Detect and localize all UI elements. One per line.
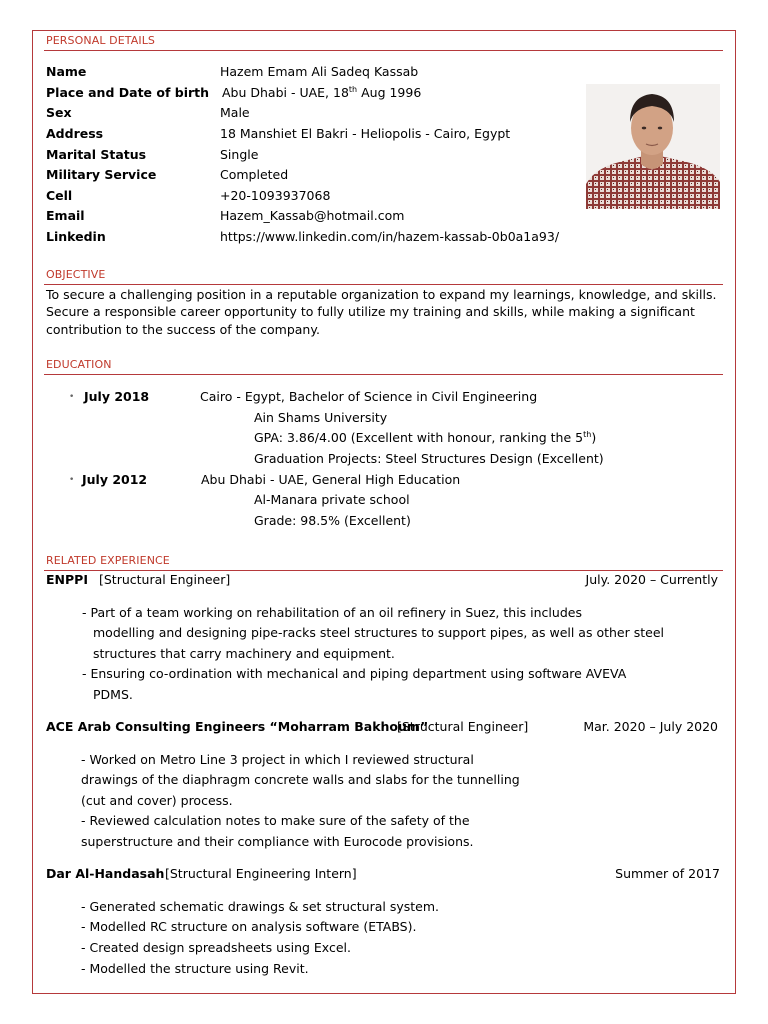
- job-role: [Structural Engineer]: [397, 719, 529, 734]
- education-headline: Cairo - Egypt, Bachelor of Science in Civil Engineering: [200, 389, 538, 404]
- label-address: Address: [46, 126, 104, 141]
- job-period: Mar. 2020 – July 2020: [583, 719, 718, 734]
- job-role: [Structural Engineering Intern]: [165, 866, 357, 881]
- job-detail-line: superstructure and their compliance with Eurocode provisions.: [81, 834, 474, 849]
- job-period: July. 2020 – Currently: [585, 572, 718, 587]
- education-institution: Al-Manara private school: [254, 492, 410, 507]
- value-address: 18 Manshiet El Bakri - Heliopolis - Cairo, Egypt: [220, 126, 511, 141]
- section-rule: [44, 50, 723, 51]
- value-name: Hazem Emam Ali Sadeq Kassab: [220, 64, 419, 79]
- value-cell: +20-1093937068: [220, 188, 331, 203]
- label-military-service: Military Service: [46, 167, 157, 182]
- section-title-experience: RELATED EXPERIENCE: [46, 554, 170, 567]
- label-linkedin: Linkedin: [46, 229, 106, 244]
- education-date: July 2012: [82, 472, 148, 487]
- value-military-service: Completed: [220, 167, 289, 182]
- job-detail-line: - Created design spreadsheets using Excel.: [81, 940, 351, 955]
- education-grade: Grade: 98.5% (Excellent): [254, 513, 411, 528]
- value-email[interactable]: Hazem_Kassab@hotmail.com: [220, 208, 405, 223]
- bullet-dot: •: [69, 475, 75, 485]
- job-detail-line: drawings of the diaphragm concrete walls and slabs for the tunnelling: [81, 772, 520, 787]
- section-title-education: EDUCATION: [46, 358, 112, 371]
- section-title-objective: OBJECTIVE: [46, 268, 106, 281]
- objective-line: To secure a challenging position in a reputable organization to expand my learnings, knowledge, and skills.: [46, 287, 717, 302]
- label-marital-status: Marital Status: [46, 147, 147, 162]
- job-detail-line: (cut and cover) process.: [81, 793, 233, 808]
- education-institution: Ain Shams University: [254, 410, 388, 425]
- section-title-personal-details: PERSONAL DETAILS: [46, 34, 156, 47]
- section-rule: [44, 374, 723, 375]
- bullet-dot: •: [69, 392, 75, 402]
- job-detail-line: modelling and designing pipe-racks steel structures to support pipes, as well as other steel: [93, 625, 664, 640]
- job-detail-line: - Worked on Metro Line 3 project in which I reviewed structural: [81, 752, 474, 767]
- profile-photo: [586, 84, 720, 209]
- label-sex: Sex: [46, 105, 72, 120]
- job-role: [Structural Engineer]: [99, 572, 231, 587]
- objective-line: Secure a responsible career opportunity to fully utilize my training and skills, while making a significant: [46, 304, 695, 319]
- value-marital-status: Single: [220, 147, 259, 162]
- label-cell: Cell: [46, 188, 73, 203]
- job-detail-line: - Modelled the structure using Revit.: [81, 961, 309, 976]
- value-sex: Male: [220, 105, 250, 120]
- education-headline: Abu Dhabi - UAE, General High Education: [201, 472, 461, 487]
- section-rule: [44, 284, 723, 285]
- job-detail-line: - Part of a team working on rehabilitation of an oil refinery in Suez, this includes: [82, 605, 582, 620]
- education-date: July 2018: [84, 389, 150, 404]
- job-detail-line: - Reviewed calculation notes to make sure of the safety of the: [81, 813, 470, 828]
- job-detail-line: structures that carry machinery and equipment.: [93, 646, 395, 661]
- job-period: Summer of 2017: [615, 866, 720, 881]
- job-company: Dar Al-Handasah: [46, 866, 165, 881]
- education-gpa: GPA: 3.86/4.00 (Excellent with honour, ranking the 5th): [254, 430, 597, 446]
- value-linkedin[interactable]: https://www.linkedin.com/in/hazem-kassab-0b0a1a93/: [220, 229, 560, 244]
- label-name: Name: [46, 64, 87, 79]
- label-birth: Place and Date of birth: [46, 85, 210, 100]
- objective-line: contribution to the success of the company.: [46, 322, 320, 337]
- education-projects: Graduation Projects: Steel Structures Design (Excellent): [254, 451, 604, 466]
- job-detail-line: - Ensuring co-ordination with mechanical and piping department using software AVEVA: [82, 666, 627, 681]
- job-company: ENPPI: [46, 572, 88, 587]
- section-rule: [44, 570, 723, 571]
- label-email: Email: [46, 208, 85, 223]
- value-birth: Abu Dhabi - UAE, 18th Aug 1996: [222, 85, 422, 101]
- job-company: ACE Arab Consulting Engineers “Moharram Bakhoum”: [46, 719, 429, 734]
- job-detail-line: - Generated schematic drawings & set structural system.: [81, 899, 439, 914]
- job-detail-line: - Modelled RC structure on analysis software (ETABS).: [81, 919, 417, 934]
- job-detail-line: PDMS.: [93, 687, 133, 702]
